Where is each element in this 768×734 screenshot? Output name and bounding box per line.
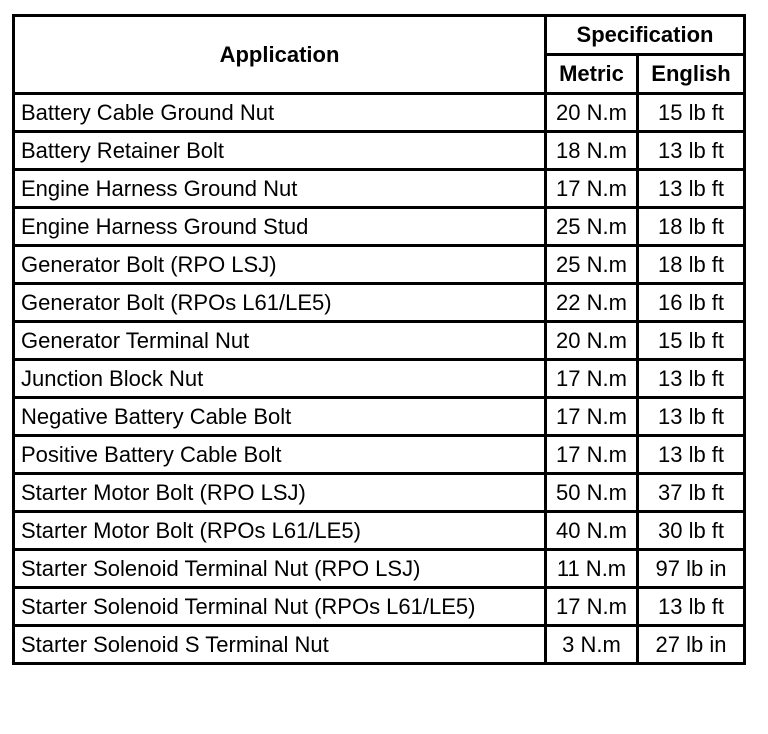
application-cell: Generator Bolt (RPO LSJ) xyxy=(14,246,546,284)
application-cell: Generator Terminal Nut xyxy=(14,322,546,360)
metric-header: Metric xyxy=(546,55,638,94)
metric-cell: 17 N.m xyxy=(546,398,638,436)
english-cell: 18 lb ft xyxy=(638,208,745,246)
application-cell: Battery Cable Ground Nut xyxy=(14,94,546,132)
english-cell: 13 lb ft xyxy=(638,398,745,436)
english-cell: 13 lb ft xyxy=(638,132,745,170)
english-cell: 37 lb ft xyxy=(638,474,745,512)
application-cell: Starter Motor Bolt (RPOs L61/LE5) xyxy=(14,512,546,550)
metric-cell: 17 N.m xyxy=(546,588,638,626)
header-row-top xyxy=(14,16,745,55)
english-header: English xyxy=(638,55,745,94)
table-row xyxy=(14,626,745,664)
table-row xyxy=(14,208,745,246)
application-cell: Starter Solenoid S Terminal Nut xyxy=(14,626,546,664)
torque-spec-table xyxy=(12,14,746,665)
table-row xyxy=(14,94,745,132)
table-row xyxy=(14,170,745,208)
table-row xyxy=(14,246,745,284)
metric-cell: 40 N.m xyxy=(546,512,638,550)
table-row xyxy=(14,360,745,398)
metric-cell: 20 N.m xyxy=(546,322,638,360)
specification-header: Specification xyxy=(546,16,745,55)
table-header xyxy=(14,16,745,94)
english-cell: 15 lb ft xyxy=(638,94,745,132)
metric-cell: 18 N.m xyxy=(546,132,638,170)
english-cell: 15 lb ft xyxy=(638,322,745,360)
table-row xyxy=(14,436,745,474)
table-row xyxy=(14,474,745,512)
application-cell: Starter Motor Bolt (RPO LSJ) xyxy=(14,474,546,512)
metric-cell: 25 N.m xyxy=(546,208,638,246)
application-cell: Battery Retainer Bolt xyxy=(14,132,546,170)
metric-cell: 22 N.m xyxy=(546,284,638,322)
table-row xyxy=(14,132,745,170)
application-cell: Starter Solenoid Terminal Nut (RPOs L61/LE5) xyxy=(14,588,546,626)
english-cell: 16 lb ft xyxy=(638,284,745,322)
english-cell: 97 lb in xyxy=(638,550,745,588)
table-row xyxy=(14,322,745,360)
english-cell: 30 lb ft xyxy=(638,512,745,550)
table-row xyxy=(14,512,745,550)
metric-cell: 25 N.m xyxy=(546,246,638,284)
english-cell: 13 lb ft xyxy=(638,436,745,474)
application-cell: Negative Battery Cable Bolt xyxy=(14,398,546,436)
metric-cell: 17 N.m xyxy=(546,436,638,474)
table-row xyxy=(14,588,745,626)
metric-cell: 50 N.m xyxy=(546,474,638,512)
metric-cell: 17 N.m xyxy=(546,360,638,398)
application-cell: Junction Block Nut xyxy=(14,360,546,398)
application-cell: Engine Harness Ground Stud xyxy=(14,208,546,246)
english-cell: 18 lb ft xyxy=(638,246,745,284)
metric-cell: 3 N.m xyxy=(546,626,638,664)
table-body xyxy=(14,94,745,664)
application-header: Application xyxy=(14,16,546,94)
application-cell: Generator Bolt (RPOs L61/LE5) xyxy=(14,284,546,322)
english-cell: 13 lb ft xyxy=(638,360,745,398)
english-cell: 13 lb ft xyxy=(638,170,745,208)
application-cell: Starter Solenoid Terminal Nut (RPO LSJ) xyxy=(14,550,546,588)
metric-cell: 17 N.m xyxy=(546,170,638,208)
application-cell: Positive Battery Cable Bolt xyxy=(14,436,546,474)
metric-cell: 11 N.m xyxy=(546,550,638,588)
table-row xyxy=(14,550,745,588)
table-row xyxy=(14,284,745,322)
application-cell: Engine Harness Ground Nut xyxy=(14,170,546,208)
english-cell: 27 lb in xyxy=(638,626,745,664)
english-cell: 13 lb ft xyxy=(638,588,745,626)
table-row xyxy=(14,398,745,436)
metric-cell: 20 N.m xyxy=(546,94,638,132)
